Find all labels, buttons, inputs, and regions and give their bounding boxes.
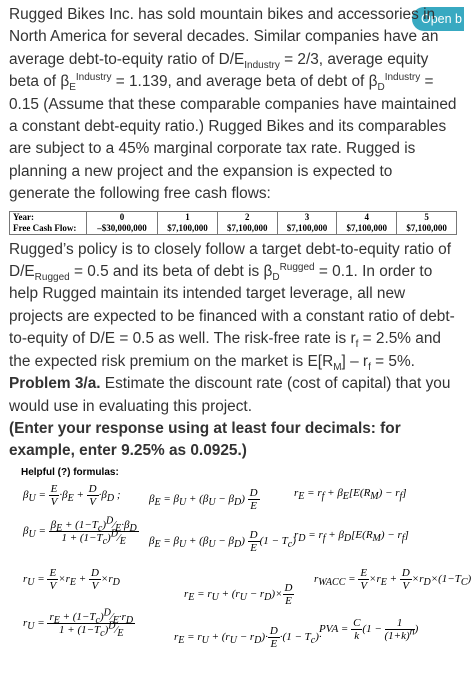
formula-capm-debt: $r_D = r_f + \beta_D[E(R_M) - r_f]$ bbox=[294, 528, 409, 544]
fcf-cell: –$30,000,000 bbox=[87, 223, 158, 235]
question-content bbox=[9, 4, 471, 653]
formula-unlevered-cost: $r_U$ = $\frac{E}{V}$ $\times r_E$ + $\frac{D}{V}$ $\times r_D$ bbox=[23, 566, 120, 592]
year-cell: 5 bbox=[397, 211, 457, 223]
open-button[interactable]: Open b bbox=[412, 7, 464, 31]
table-row-years bbox=[10, 211, 457, 223]
fcf-cell: $7,100,000 bbox=[337, 223, 397, 235]
year-label: Year: bbox=[10, 211, 87, 223]
formula-beta-equity-2: $\beta_E = \beta_U + (\beta_U - \beta_D)$ $\frac{D}{E}$ $(1 - T_c)$ bbox=[149, 528, 296, 554]
fcf-cell: $7,100,000 bbox=[158, 223, 218, 235]
question-policy: Rugged’s policy is to closely follow a target debt-to-equity ratio of $D/E_{Rugged} = 0.5$ and its beta of debt is $\beta_D^{Rugged} = 0.1$. In order to help Rugged maintain its intended target leverage, all new projects are expected to be financed with a constant ratio of debt-to-equity of D/E = 0.5 as well. The risk-free rate is $r_f = 2.5\%$ and the expected risk premium on the market is $E[R_M] - r_f = 5\%$. bbox=[9, 240, 455, 373]
formula-beta-asset-1: $\beta_U$ = $\frac{E}{V}$ $\cdot\beta_E$ + $\frac{D}{V}$ $\cdot\beta_D$ ; bbox=[23, 482, 121, 508]
answer-instruction: (Enter your response using at least four decimals: for example, enter 9.25% as 0.0925.) bbox=[9, 419, 401, 460]
formulas-title: Helpful (?) formulas: bbox=[21, 466, 119, 478]
formula-mm2-tax: $r_E = r_U + (r_U - r_D)\cdot$ $\frac{D}{E}$ $\cdot(1 - T_c)\cdot$ bbox=[174, 624, 322, 650]
problem-statement: Problem 3/a. Estimate the discount rate (cost of capital) that you would use in evaluating this project. bbox=[9, 375, 451, 415]
question-intro: Rugged Bikes Inc. has sold mountain bikes and accessories in North America for several decades. Similar companies have an average debt-to-equity ratio of $D/E_{Industry} = 2/3$, average equity beta of $\beta_E^{Industry} = 1.139$, and average beta of debt of $\beta_D^{Industry} = 0.15$ (Assume that these comparable companies have maintained a constant debt-equity ratio.) Rugged Bikes and its comparables are subject to a 45% marginal corporate tax rate. Rugged is planning a new project and the expansion is expected to generate the following free cash flows: bbox=[9, 6, 457, 203]
fcf-label: Free Cash Flow: bbox=[10, 223, 87, 235]
cash-flow-table bbox=[9, 211, 457, 235]
year-cell: 4 bbox=[337, 211, 397, 223]
formula-pva: PVA = $\frac{C}{k}$ (1 − $\frac{1}{(1+k)^n}$ ) bbox=[319, 616, 419, 642]
fcf-cell: $7,100,000 bbox=[397, 223, 457, 235]
year-cell: 1 bbox=[158, 211, 218, 223]
year-cell: 0 bbox=[87, 211, 158, 223]
formula-mm2: $r_E = r_U + (r_U - r_D)\times$ $\frac{D}{E}$ bbox=[184, 581, 293, 607]
formula-beta-asset-2: $\beta_U$ = $\frac{\beta_E + (1-T_c)^D⁄_E\cdot\beta_D}{1 + (1-T_c)^D⁄_E}$ bbox=[23, 515, 137, 547]
formula-wacc: $r_{WACC}$ = $\frac{E}{V}$ $\times r_E$ + $\frac{D}{V}$ $\times r_D\times(1-T_C)$ bbox=[314, 566, 471, 592]
formula-unlevered-cost-2: $r_U$ = $\frac{r_E + (1-T_c)^D⁄_E\cdot r_D}{1 + (1-T_c)^D⁄_E}$ bbox=[23, 607, 134, 639]
formula-sheet bbox=[9, 466, 471, 653]
problem-label: Problem 3/a. bbox=[9, 375, 101, 393]
year-cell: 3 bbox=[277, 211, 337, 223]
table-row-fcf bbox=[10, 223, 457, 235]
fcf-cell: $7,100,000 bbox=[217, 223, 277, 235]
formula-beta-equity-1: $\beta_E = \beta_U + (\beta_U - \beta_D)$ $\frac{D}{E}$ bbox=[149, 486, 258, 512]
formula-capm-equity: $r_E = r_f + \beta_E[E(R_M) - r_f]$ bbox=[294, 486, 407, 502]
year-cell: 2 bbox=[217, 211, 277, 223]
fcf-cell: $7,100,000 bbox=[277, 223, 337, 235]
